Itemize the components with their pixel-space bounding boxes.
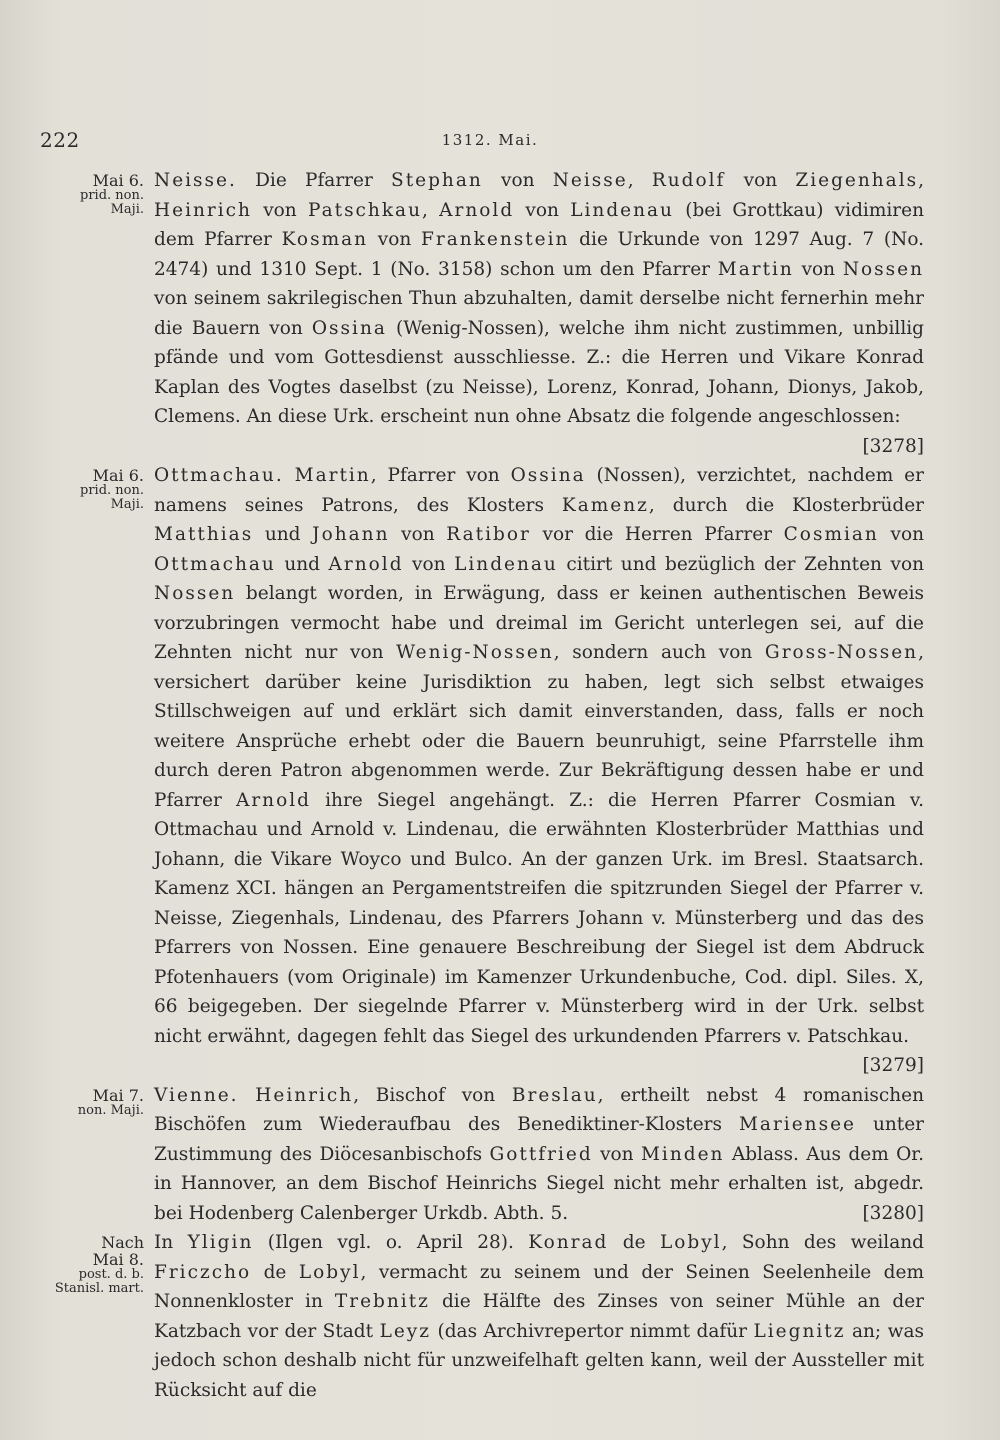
text-run: belangt worden, in Erwägung, dass er keinen authentischen Beweis vorzubringen vermocht habe und dreimal im Gericht unterlegen sei, auf die Zehnten nicht nur von [154, 583, 924, 663]
text-run: , sondern auch von [553, 642, 765, 663]
text-run: , ertheilt nebst 4 romanischen Bischöfen zum Wiederaufbau des Benediktiner-Klosters [154, 1084, 925, 1135]
spaced-name: Mariensee [738, 1114, 856, 1135]
marginal-date-line: Mai 6. [92, 171, 144, 190]
text-run: von [514, 199, 571, 221]
spaced-name: Vienne. [154, 1084, 239, 1106]
marginal-date [44, 1081, 154, 1229]
text-run: unter Zustimmung des Diöcesanbischofs [154, 1114, 925, 1165]
marginal-date-line: Mai 8. [92, 1250, 144, 1269]
spaced-name: Leyz [379, 1320, 431, 1342]
marginal-date-line: Maji. [110, 202, 144, 217]
text-run: von [389, 524, 447, 545]
text-run: (Nossen), verzichtet, nachdem er namens seines Patrons, des Klosters [154, 465, 924, 516]
text-run: von [251, 199, 308, 221]
spaced-name: Arnold [439, 199, 515, 221]
text-run: (bei Grottkau) vidimiren dem Pfarrer [154, 199, 924, 250]
spaced-name: Johann [312, 524, 390, 545]
spaced-name: Gottfried [489, 1143, 593, 1165]
entry-text [154, 1228, 924, 1405]
text-run: de [251, 1261, 299, 1283]
marginal-date-line: Maji. [110, 497, 144, 512]
spaced-name: Stephan [391, 170, 483, 191]
spaced-name: Friczcho [154, 1261, 252, 1283]
text-run: ihre Siegel angehängt. Z.: die Herren Pfarrer Cosmian v. Ottmachau und Arnold v. Lindenau, die erwähnten Klosterbrüder Matthias und Johann, die Vikare Woyco und Bulco. An der ganzen Urk. im Bresl. Staatsarch. Kamenz XCI. hängen an Pergamentstreifen die spitzrunden Siegel der Pfarrer v. Neisse, Ziegenhals, Lindenau, des Pfarrers Johann v. Münsterberg und das des Pfarrers von Nossen. Eine genauere Beschreibung der Siegel ist dem Abdruck Pfotenhauers (vom Originale) im Kamenzer Urkundenbuche, Cod. dipl. Siles. X, 66 beigegeben. Der siegelnde Pfarrer v. Münsterberg wird in der Urk. selbst nicht erwähnt, dagegen fehlt das Siegel des urkundenden Pfarrers v. Patschkau. [154, 789, 924, 1047]
text-run: Ablass. Aus dem Or. in Hannover, an dem Bischof Heinrichs Siegel nicht mehr erhalten ist, abgedr. bei Hodenberg Calenberger Urkdb. Abth. 5. [154, 1143, 924, 1224]
text-run: von [368, 229, 422, 250]
text-run: (Ilgen vgl. o. April 28). [253, 1232, 529, 1253]
spaced-name: Matthias [154, 524, 254, 545]
text-run: und [275, 553, 329, 575]
marginal-date-line: Nach [101, 1233, 144, 1252]
spaced-name: Wenig-Nossen [396, 642, 554, 663]
spaced-name: Minden [640, 1143, 725, 1165]
text-run: , [422, 199, 440, 221]
text-run: citirt und bezüglich der Zehnten von [557, 553, 924, 575]
marginal-date-line: post. d. b. [78, 1267, 144, 1282]
spaced-name: Ossina [311, 317, 387, 339]
text-run [284, 465, 295, 486]
marginal-date-line: non. Maji. [77, 1102, 144, 1118]
document-entry [44, 1081, 924, 1229]
text-run: von [482, 170, 553, 191]
marginal-date-line: prid. non. [80, 483, 144, 498]
spaced-name: Konrad [528, 1232, 609, 1253]
entry-text [154, 461, 924, 1081]
running-head: 1312. Mai. [441, 131, 539, 149]
spaced-name: Rudolf [651, 170, 726, 191]
document-entry [44, 1228, 924, 1405]
spaced-name: Ottmachau. [154, 465, 284, 486]
spaced-name: Nossen [154, 583, 236, 604]
text-run: , Pfarrer von [370, 465, 511, 486]
text-run: (Wenig-Nossen), welche ihm nicht zustimmen, unbillig pfände und vom Gottesdienst ausschliesse. Z.: die Herren und Vikare Konrad Kaplan des Vogtes daselbst (zu Neisse), Lorenz, Konrad, Johann, Dionys, Jakob, Clemens. An diese Urk. erscheint nun ohne Absatz die folgende angeschlossen: [154, 317, 924, 427]
spaced-name: Ottmachau [154, 553, 276, 575]
document-entries [44, 166, 924, 1405]
marginal-date-line: prid. non. [80, 188, 144, 203]
document-entry [44, 166, 924, 461]
spaced-name: Cosmian [783, 524, 879, 545]
spaced-name: Arnold [235, 789, 311, 811]
spaced-name: Gross-Nossen [764, 642, 919, 663]
entry-text [154, 1081, 924, 1229]
spaced-name: Kamenz [561, 494, 649, 516]
text-run: die Urkunde von 1297 Aug. 7 (No. 2474) und 1310 Sept. 1 (No. 3158) schon um den Pfarrer [154, 229, 925, 280]
text-run: an; was jedoch schon deshalb nicht für unzweifelhaft gelten kann, weil der Aussteller mit Rücksicht auf die [154, 1320, 924, 1401]
text-run: , durch die Klosterbrüder [648, 494, 924, 516]
marginal-date-line: Mai 7. [92, 1085, 144, 1105]
text-run: , vermacht zu seinem und der Seinen Seelenheile dem Nonnenkloster in [154, 1261, 925, 1312]
text-run: vor die Herren Pfarrer [530, 524, 784, 545]
text-run: de [608, 1232, 660, 1253]
spaced-name: Lindenau [454, 553, 558, 575]
spaced-name: Yligin [187, 1232, 254, 1253]
text-run [239, 1085, 256, 1106]
entry-text [154, 166, 924, 461]
page-number: 222 [40, 128, 80, 152]
text-run: (das Archivrepertor nimmt dafür [431, 1320, 754, 1342]
spaced-name: Frankenstein [421, 229, 570, 250]
marginal-date [44, 461, 154, 1081]
marginal-date [44, 166, 154, 461]
text-run: , [627, 170, 652, 191]
text-run: Die Pfarrer [236, 170, 392, 191]
marginal-date [44, 1228, 154, 1405]
spaced-name: Patschkau [307, 199, 422, 221]
spaced-name: Neisse. [154, 170, 237, 191]
spaced-name: Lindenau [570, 199, 674, 221]
spaced-name: Neisse [552, 170, 628, 191]
marginal-date-line: Stanisl. mart. [54, 1281, 144, 1296]
text-run: die Hälfte des Zinses von seiner Mühle an der Katzbach vor der Stadt [154, 1291, 924, 1342]
text-run: , [918, 170, 925, 191]
text-run: , Sohn des weiland [721, 1232, 925, 1253]
entry-reference-number: [3278] [862, 435, 924, 457]
spaced-name: Lobyl [298, 1261, 361, 1283]
spaced-name: Heinrich [154, 199, 252, 221]
text-run: von [403, 553, 455, 575]
spaced-name: Martin [717, 258, 794, 280]
spaced-name: Lobyl [659, 1232, 722, 1253]
spaced-name: Nossen [842, 258, 924, 280]
spaced-name: Ziegenhals [795, 170, 919, 191]
spaced-name: Heinrich [255, 1084, 354, 1106]
spaced-name: Ratibor [446, 524, 531, 545]
text-run: von seinem sakrilegischen Thun abzuhalten, damit derselbe nicht fernerhin mehr die Bauern von [154, 288, 924, 339]
page-header [40, 128, 940, 158]
text-run: von [878, 524, 925, 545]
text-run: von [592, 1143, 641, 1165]
text-run: von [725, 170, 796, 191]
document-entry [44, 461, 924, 1081]
spaced-name: Breslau [511, 1084, 598, 1106]
text-run: In [154, 1232, 188, 1253]
spaced-name: Kosman [281, 229, 369, 250]
text-run: und [253, 524, 313, 545]
text-run: von [793, 258, 843, 280]
spaced-name: Liegnitz [753, 1320, 846, 1342]
entry-reference-number: [3279] [862, 1055, 924, 1076]
marginal-date-line: Mai 6. [92, 466, 144, 485]
entry-reference-number: [3280] [862, 1202, 924, 1224]
text-run: , Bischof von [353, 1084, 512, 1106]
text-run: , versichert darüber keine Jurisdiktion zu haben, legt sich selbst etwaiges Stillschweigen auf und erklärt sich damit einverstanden, dass, falls er noch weitere Ansprüche erhebt oder die Bauern beunruhigt, seine Pfarrstelle ihm durch deren Patron abgenommen werde. Zur Bekräftigung dessen habe er und Pfarrer [154, 642, 924, 811]
spaced-name: Ossina [510, 465, 586, 486]
spaced-name: Trebnitz [334, 1291, 430, 1312]
spaced-name: Arnold [328, 553, 404, 575]
spaced-name: Martin [294, 465, 371, 486]
